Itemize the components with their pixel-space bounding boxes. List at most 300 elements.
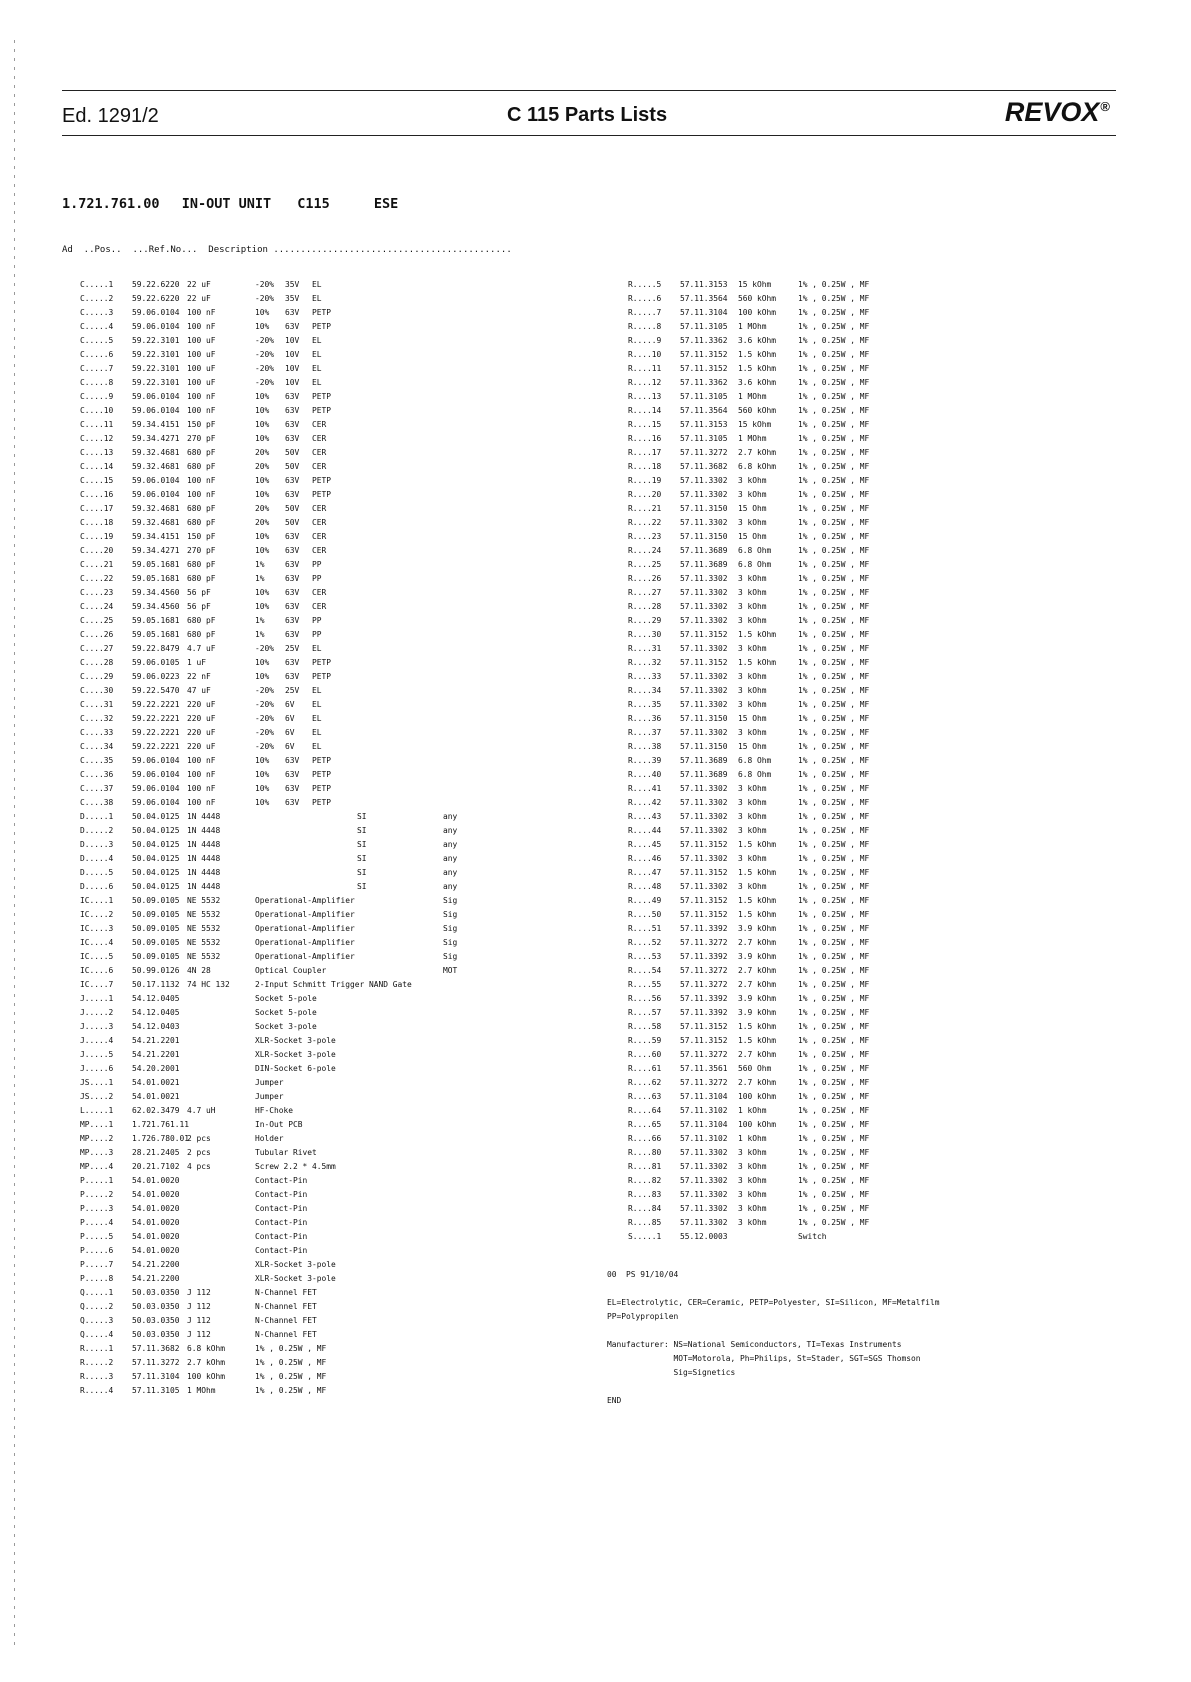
part-tolerance: Jumper	[255, 1092, 284, 1101]
manufacturer-line: MOT=Motorola, Ph=Philips, St=Stader, SGT=SGS Thomson	[607, 1354, 921, 1363]
part-tolerance: -20%	[255, 742, 275, 751]
part-value: NE 5532	[187, 924, 221, 933]
part-description: 1% , 0.25W , MF	[798, 616, 870, 625]
part-tolerance: N-Channel FET	[255, 1288, 317, 1297]
part-value: 680 pF	[187, 462, 216, 471]
part-value: 100 nF	[187, 770, 216, 779]
part-pos: D.....2	[80, 826, 114, 835]
part-description: 1% , 0.25W , MF	[798, 588, 870, 597]
part-type: EL	[312, 280, 322, 289]
legend-line: PP=Polypropilen	[607, 1312, 679, 1321]
part-value: 3 kOhm	[738, 700, 767, 709]
part-value: 3 kOhm	[738, 882, 767, 891]
part-value: 100 kOhm	[738, 1092, 777, 1101]
part-value: 22 uF	[187, 294, 211, 303]
part-description: 1% , 0.25W , MF	[798, 1120, 870, 1129]
part-ref-no: 57.11.3392	[680, 952, 728, 961]
part-pos: R....81	[628, 1162, 662, 1171]
part-tolerance: -20%	[255, 686, 275, 695]
part-ref-no: 57.11.3302	[680, 1218, 728, 1227]
part-value: 22 uF	[187, 280, 211, 289]
part-description: 1% , 0.25W , MF	[798, 602, 870, 611]
part-description: 1% , 0.25W , MF	[798, 728, 870, 737]
part-ref-no: 59.05.1681	[132, 560, 180, 569]
part-description: 1% , 0.25W , MF	[798, 1148, 870, 1157]
part-pos: C....25	[80, 616, 114, 625]
part-description: 1% , 0.25W , MF	[798, 322, 870, 331]
part-tolerance: XLR-Socket 3-pole	[255, 1274, 336, 1283]
part-value: 3 kOhm	[738, 518, 767, 527]
part-value: 1 MOhm	[738, 322, 767, 331]
part-description: 1% , 0.25W , MF	[798, 392, 870, 401]
part-voltage: 25V	[285, 644, 300, 653]
part-ref-no: 59.06.0104	[132, 308, 180, 317]
part-description: 1% , 0.25W , MF	[798, 1162, 870, 1171]
part-value: 15 kOhm	[738, 280, 772, 289]
part-ref-no: 57.11.3302	[680, 686, 728, 695]
part-description: 1% , 0.25W , MF	[798, 294, 870, 303]
part-tolerance: DIN-Socket 6-pole	[255, 1064, 336, 1073]
part-pos: R....34	[628, 686, 662, 695]
part-tolerance: 10%	[255, 546, 270, 555]
part-pos: D.....4	[80, 854, 114, 863]
part-ref-no: 57.11.3153	[680, 280, 728, 289]
part-ref-no: 57.11.3302	[680, 476, 728, 485]
part-manufacturer: Sig	[443, 924, 458, 933]
part-value: 1.5 kOhm	[738, 364, 777, 373]
part-ref-no: 50.04.0125	[132, 868, 180, 877]
part-type: EL	[312, 378, 322, 387]
part-tolerance: Operational-Amplifier	[255, 896, 355, 905]
part-manufacturer: MOT	[443, 966, 458, 975]
part-pos: P.....5	[80, 1232, 114, 1241]
part-ref-no: 59.06.0104	[132, 392, 180, 401]
part-value: 100 nF	[187, 322, 216, 331]
part-ref-no: 59.22.6220	[132, 294, 180, 303]
part-pos: R....23	[628, 532, 662, 541]
part-tolerance: Contact-Pin	[255, 1204, 308, 1213]
part-description: 1% , 0.25W , MF	[798, 1106, 870, 1115]
left-margin-line	[14, 40, 15, 1650]
part-description: 1% , 0.25W , MF	[798, 364, 870, 373]
part-pos: R.....9	[628, 336, 662, 345]
part-pos: C....37	[80, 784, 114, 793]
part-pos: R.....1	[80, 1344, 114, 1353]
part-ref-no: 57.11.3302	[680, 518, 728, 527]
part-ref-no: 59.22.3101	[132, 350, 180, 359]
part-pos: R....60	[628, 1050, 662, 1059]
part-ref-no: 57.11.3302	[680, 700, 728, 709]
part-ref-no: 57.11.3150	[680, 714, 728, 723]
part-ref-no: 57.11.3302	[680, 616, 728, 625]
part-value: 1N 4448	[187, 812, 221, 821]
part-pos: R....19	[628, 476, 662, 485]
part-pos: IC....5	[80, 952, 114, 961]
part-ref-no: 59.22.6220	[132, 280, 180, 289]
part-tolerance: 10%	[255, 770, 270, 779]
part-value: 1N 4448	[187, 868, 221, 877]
part-ref-no: 50.09.0105	[132, 938, 180, 947]
part-description: 1% , 0.25W , MF	[798, 532, 870, 541]
part-value: 3 kOhm	[738, 490, 767, 499]
part-pos: R....17	[628, 448, 662, 457]
part-ref-no: 54.01.0020	[132, 1246, 180, 1255]
part-value: 220 uF	[187, 742, 216, 751]
part-voltage: 63V	[285, 630, 300, 639]
part-description: 1% , 0.25W , MF	[798, 826, 870, 835]
part-pos: R....47	[628, 868, 662, 877]
part-pos: R....58	[628, 1022, 662, 1031]
part-ref-no: 57.11.3272	[680, 966, 728, 975]
part-pos: C....22	[80, 574, 114, 583]
part-pos: R....15	[628, 420, 662, 429]
part-material: SI	[357, 882, 367, 891]
part-type: CER	[312, 504, 327, 513]
part-value: 2.7 kOhm	[187, 1358, 226, 1367]
part-ref-no: 59.22.2221	[132, 714, 180, 723]
part-pos: R....42	[628, 798, 662, 807]
part-value: 270 pF	[187, 434, 216, 443]
part-ref-no: 57.11.3150	[680, 742, 728, 751]
part-ref-no: 57.11.3689	[680, 560, 728, 569]
part-value: 15 Ohm	[738, 504, 767, 513]
part-ref-no: 57.11.3105	[132, 1386, 180, 1395]
part-voltage: 63V	[285, 532, 300, 541]
part-ref-no: 57.11.3682	[132, 1344, 180, 1353]
part-pos: P.....4	[80, 1218, 114, 1227]
part-pos: C.....7	[80, 364, 114, 373]
part-pos: J.....6	[80, 1064, 114, 1073]
part-material: SI	[357, 826, 367, 835]
part-value: 680 pF	[187, 616, 216, 625]
part-value: 2 pcs	[187, 1148, 211, 1157]
part-pos: C....17	[80, 504, 114, 513]
part-pos: C....29	[80, 672, 114, 681]
part-pos: J.....5	[80, 1050, 114, 1059]
part-value: 680 pF	[187, 448, 216, 457]
part-pos: C....21	[80, 560, 114, 569]
part-ref-no: 57.11.3689	[680, 756, 728, 765]
part-ref-no: 59.06.0104	[132, 770, 180, 779]
part-tolerance: Screw 2.2 * 4.5mm	[255, 1162, 336, 1171]
part-ref-no: 57.11.3105	[680, 434, 728, 443]
part-pos: C....35	[80, 756, 114, 765]
part-type: PETP	[312, 490, 332, 499]
part-manufacturer: Sig	[443, 952, 458, 961]
part-voltage: 63V	[285, 434, 300, 443]
part-tolerance: 10%	[255, 602, 270, 611]
part-manufacturer: any	[443, 854, 458, 863]
part-description: 1% , 0.25W , MF	[798, 924, 870, 933]
part-value: 680 pF	[187, 630, 216, 639]
part-type: CER	[312, 602, 327, 611]
part-type: PP	[312, 630, 322, 639]
part-value: 1.5 kOhm	[738, 658, 777, 667]
part-pos: Q.....4	[80, 1330, 114, 1339]
part-value: 2.7 kOhm	[738, 980, 777, 989]
part-pos: R....11	[628, 364, 662, 373]
part-ref-no: 59.06.0104	[132, 476, 180, 485]
part-tolerance: -20%	[255, 644, 275, 653]
part-description: 1% , 0.25W , MF	[798, 1050, 870, 1059]
part-ref-no: 57.11.3104	[680, 1120, 728, 1129]
part-tolerance: 1% , 0.25W , MF	[255, 1358, 327, 1367]
part-value: 680 pF	[187, 504, 216, 513]
part-tolerance: 10%	[255, 588, 270, 597]
part-value: 47 uF	[187, 686, 211, 695]
part-ref-no: 55.12.0003	[680, 1232, 728, 1241]
part-description: 1% , 0.25W , MF	[798, 644, 870, 653]
part-value: 100 nF	[187, 798, 216, 807]
notes-block	[607, 1270, 940, 1405]
part-voltage: 63V	[285, 588, 300, 597]
part-type: PETP	[312, 406, 332, 415]
part-value: 680 pF	[187, 574, 216, 583]
part-tolerance: 1%	[255, 574, 265, 583]
part-ref-no: 54.01.0020	[132, 1218, 180, 1227]
part-pos: C....33	[80, 728, 114, 737]
part-ref-no: 59.05.1681	[132, 616, 180, 625]
part-tolerance: 10%	[255, 392, 270, 401]
part-ref-no: 57.11.3152	[680, 630, 728, 639]
part-value: 4 pcs	[187, 1162, 211, 1171]
part-pos: D.....6	[80, 882, 114, 891]
part-ref-no: 1.726.780.01	[132, 1134, 190, 1143]
part-value: 1.5 kOhm	[738, 896, 777, 905]
part-type: PETP	[312, 672, 332, 681]
part-pos: R....31	[628, 644, 662, 653]
part-ref-no: 57.11.3152	[680, 868, 728, 877]
part-pos: R....50	[628, 910, 662, 919]
part-type: CER	[312, 434, 327, 443]
part-value: 1 MOhm	[187, 1386, 216, 1395]
part-ref-no: 54.21.2200	[132, 1274, 180, 1283]
part-pos: R....28	[628, 602, 662, 611]
part-value: 15 Ohm	[738, 532, 767, 541]
part-value: 4.7 uH	[187, 1106, 216, 1115]
part-ref-no: 59.34.4151	[132, 532, 180, 541]
part-tolerance: N-Channel FET	[255, 1302, 317, 1311]
part-value: 100 nF	[187, 392, 216, 401]
part-value: 2.7 kOhm	[738, 938, 777, 947]
part-description: 1% , 0.25W , MF	[798, 378, 870, 387]
part-manufacturer: Sig	[443, 896, 458, 905]
part-pos: IC....1	[80, 896, 114, 905]
part-pos: R....33	[628, 672, 662, 681]
part-ref-no: 57.11.3102	[680, 1106, 728, 1115]
part-ref-no: 59.06.0223	[132, 672, 180, 681]
part-tolerance: Contact-Pin	[255, 1232, 308, 1241]
part-tolerance: 20%	[255, 462, 270, 471]
part-pos: C.....6	[80, 350, 114, 359]
part-ref-no: 57.11.3689	[680, 770, 728, 779]
part-value: 2.7 kOhm	[738, 966, 777, 975]
part-ref-no: 57.11.3362	[680, 336, 728, 345]
part-ref-no: 57.11.3302	[680, 728, 728, 737]
part-value: 2.7 kOhm	[738, 1050, 777, 1059]
part-pos: R....13	[628, 392, 662, 401]
part-material: SI	[357, 812, 367, 821]
part-pos: R....51	[628, 924, 662, 933]
part-voltage: 10V	[285, 378, 300, 387]
part-pos: R....65	[628, 1120, 662, 1129]
part-ref-no: 57.11.3362	[680, 378, 728, 387]
part-pos: JS....2	[80, 1092, 114, 1101]
part-tolerance: -20%	[255, 728, 275, 737]
part-tolerance: Jumper	[255, 1078, 284, 1087]
part-pos: R....24	[628, 546, 662, 555]
part-tolerance: 1% , 0.25W , MF	[255, 1372, 327, 1381]
part-ref-no: 57.11.3302	[680, 602, 728, 611]
part-pos: P.....7	[80, 1260, 114, 1269]
part-pos: C....31	[80, 700, 114, 709]
part-pos: C....28	[80, 658, 114, 667]
part-pos: P.....3	[80, 1204, 114, 1213]
part-value: 3.9 kOhm	[738, 924, 777, 933]
part-ref-no: 57.11.3104	[680, 1092, 728, 1101]
part-value: 3 kOhm	[738, 476, 767, 485]
part-type: PETP	[312, 392, 332, 401]
edition-label: Ed. 1291/2	[62, 105, 159, 127]
part-voltage: 6V	[285, 728, 295, 737]
part-type: PETP	[312, 658, 332, 667]
part-description: 1% , 0.25W , MF	[798, 784, 870, 793]
part-ref-no: 57.11.3302	[680, 826, 728, 835]
unit-number: 1.721.761.00	[62, 196, 160, 212]
part-pos: R....25	[628, 560, 662, 569]
part-type: EL	[312, 336, 322, 345]
part-value: 1N 4448	[187, 882, 221, 891]
part-type: EL	[312, 742, 322, 751]
part-ref-no: 57.11.3302	[680, 1190, 728, 1199]
part-pos: R....52	[628, 938, 662, 947]
part-value: 1 uF	[187, 658, 207, 667]
part-description: 1% , 0.25W , MF	[798, 980, 870, 989]
part-ref-no: 57.11.3561	[680, 1064, 728, 1073]
part-ref-no: 57.11.3302	[680, 1204, 728, 1213]
part-pos: P.....1	[80, 1176, 114, 1185]
part-value: 3 kOhm	[738, 602, 767, 611]
part-type: PP	[312, 574, 322, 583]
part-value: 220 uF	[187, 714, 216, 723]
part-description: 1% , 0.25W , MF	[798, 770, 870, 779]
part-voltage: 63V	[285, 770, 300, 779]
part-description: 1% , 0.25W , MF	[798, 1176, 870, 1185]
part-ref-no: 59.22.2221	[132, 728, 180, 737]
part-value: 3 kOhm	[738, 686, 767, 695]
part-ref-no: 54.01.0020	[132, 1204, 180, 1213]
part-pos: Q.....3	[80, 1316, 114, 1325]
part-tolerance: -20%	[255, 294, 275, 303]
part-pos: C....19	[80, 532, 114, 541]
part-ref-no: 59.06.0104	[132, 784, 180, 793]
part-ref-no: 57.11.3152	[680, 1022, 728, 1031]
part-description: 1% , 0.25W , MF	[798, 1036, 870, 1045]
part-value: 15 kOhm	[738, 420, 772, 429]
part-value: 100 uF	[187, 350, 216, 359]
part-tolerance: 2-Input Schmitt Trigger NAND Gate	[255, 980, 412, 989]
part-ref-no: 59.32.4681	[132, 504, 180, 513]
part-tolerance: -20%	[255, 378, 275, 387]
part-voltage: 10V	[285, 364, 300, 373]
part-ref-no: 57.11.3105	[680, 322, 728, 331]
part-tolerance: N-Channel FET	[255, 1330, 317, 1339]
part-value: 100 uF	[187, 378, 216, 387]
part-ref-no: 54.01.0020	[132, 1176, 180, 1185]
part-ref-no: 50.99.0126	[132, 966, 180, 975]
part-type: PP	[312, 616, 322, 625]
part-pos: R....62	[628, 1078, 662, 1087]
part-tolerance: 20%	[255, 448, 270, 457]
part-ref-no: 54.12.0403	[132, 1022, 180, 1031]
part-manufacturer: any	[443, 812, 458, 821]
part-tolerance: 10%	[255, 658, 270, 667]
part-ref-no: 59.06.0104	[132, 756, 180, 765]
unit-title	[62, 196, 398, 212]
part-value: 1N 4448	[187, 840, 221, 849]
part-ref-no: 54.01.0021	[132, 1078, 180, 1087]
part-tolerance: XLR-Socket 3-pole	[255, 1260, 336, 1269]
part-voltage: 50V	[285, 462, 300, 471]
revox-logo	[1005, 97, 1110, 128]
part-value: NE 5532	[187, 896, 221, 905]
part-value: 3 kOhm	[738, 812, 767, 821]
page-header	[62, 90, 1116, 136]
part-ref-no: 50.03.0350	[132, 1288, 180, 1297]
part-pos: R.....2	[80, 1358, 114, 1367]
part-voltage: 63V	[285, 658, 300, 667]
part-pos: R.....6	[628, 294, 662, 303]
part-description: 1% , 0.25W , MF	[798, 854, 870, 863]
unit-name: IN-OUT UNIT	[181, 196, 272, 212]
part-ref-no: 59.32.4681	[132, 518, 180, 527]
part-pos: R....36	[628, 714, 662, 723]
part-voltage: 63V	[285, 392, 300, 401]
part-type: CER	[312, 448, 327, 457]
part-value: 3 kOhm	[738, 1162, 767, 1171]
part-value: 100 nF	[187, 490, 216, 499]
part-pos: R....59	[628, 1036, 662, 1045]
part-description: 1% , 0.25W , MF	[798, 1204, 870, 1213]
part-ref-no: 54.01.0020	[132, 1190, 180, 1199]
part-description: 1% , 0.25W , MF	[798, 560, 870, 569]
part-pos: C....27	[80, 644, 114, 653]
part-pos: C.....9	[80, 392, 114, 401]
part-value: 6.8 kOhm	[187, 1344, 226, 1353]
part-pos: P.....2	[80, 1190, 114, 1199]
part-ref-no: 57.11.3302	[680, 882, 728, 891]
part-tolerance: 1% , 0.25W , MF	[255, 1344, 327, 1353]
part-pos: MP....3	[80, 1148, 114, 1157]
part-tolerance: Contact-Pin	[255, 1246, 308, 1255]
part-value: 3 kOhm	[738, 1190, 767, 1199]
part-ref-no: 57.11.3104	[680, 308, 728, 317]
part-pos: P.....8	[80, 1274, 114, 1283]
part-value: 3.9 kOhm	[738, 952, 777, 961]
part-ref-no: 57.11.3302	[680, 574, 728, 583]
part-ref-no: 50.04.0125	[132, 882, 180, 891]
part-type: CER	[312, 546, 327, 555]
part-ref-no: 57.11.3150	[680, 504, 728, 513]
part-pos: MP....1	[80, 1120, 114, 1129]
part-ref-no: 54.21.2201	[132, 1050, 180, 1059]
part-value: 1.5 kOhm	[738, 630, 777, 639]
part-ref-no: 57.11.3105	[680, 392, 728, 401]
part-ref-no: 57.11.3152	[680, 1036, 728, 1045]
part-pos: C....26	[80, 630, 114, 639]
part-pos: C.....4	[80, 322, 114, 331]
part-tolerance: In-Out PCB	[255, 1120, 303, 1129]
